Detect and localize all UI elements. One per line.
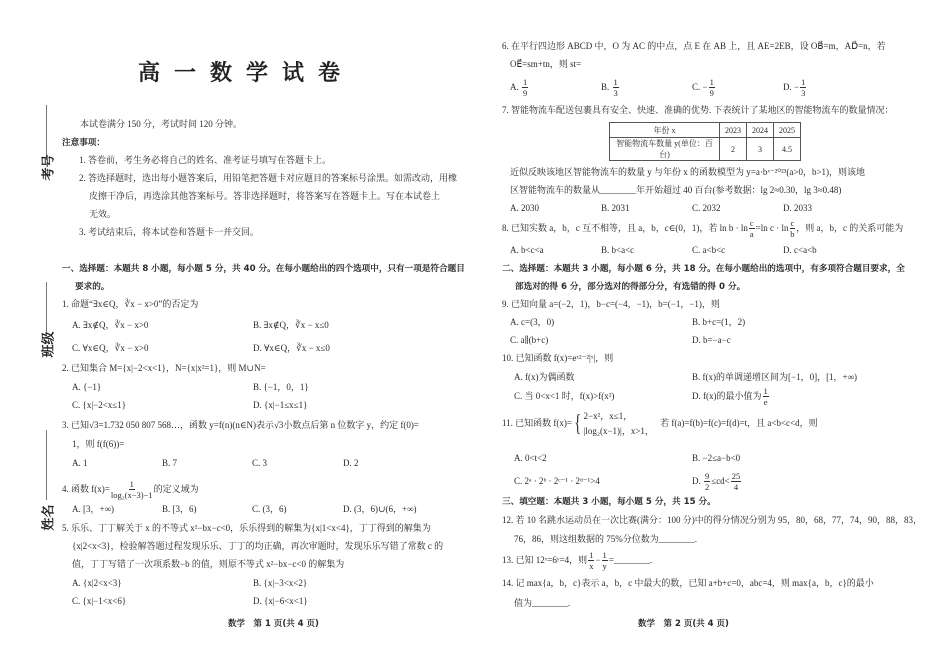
option: A. 2030 [510,203,539,213]
numerator: 1 [589,550,594,561]
option-text: ≤cd< [711,476,730,486]
option-label: B. [601,82,610,92]
question-6: 6. 在平行四边形 ABCD 中，O 为 AC 的中点，点 E 在 AB 上，且 AE=2EB，设 OB⃗=m，AD⃗=n，若 [502,41,886,51]
denominator: 3 [801,88,806,99]
question-9: 9. 已知向量 a=(−2，1)，b−c=(−4，−1)，b=(−1，−1)，则 [502,299,720,309]
question-14-cont: 值为________. [514,598,571,608]
option: A. {−1} [72,382,102,392]
table-cell: 2024 [747,123,774,138]
fraction [588,550,594,571]
option: D. b=−a−c [692,335,731,345]
page-footer: 数学 第 1 页(共 4 页) [228,619,319,629]
option: B. 2031 [601,203,630,213]
minus: − [595,555,601,565]
numerator: 1 [801,77,806,88]
xingming-line [46,430,47,500]
page-footer: 数学 第 2 页(共 4 页) [638,619,729,629]
denominator: e [763,397,768,408]
table-cell: 2025 [774,123,801,138]
option: A. c=(3，0) [510,317,555,327]
option: B. −2≤a−b<0 [692,453,741,463]
option: A. [3，+∞) [72,504,114,514]
question-11 [502,407,818,439]
numerator: 1 [129,479,134,490]
fraction [800,77,806,98]
notice-item: 无效。 [89,209,117,219]
denominator: 4 [733,482,739,493]
table-cell: 4.5 [774,138,801,161]
section-heading: 三、填空题：本题共 3 小题，每小题 5 分，共 15 分。 [502,497,716,507]
piece: |log₂(x−1)|，x>1， [583,425,654,436]
section-heading: 要求的。 [75,282,110,292]
label-kaohao: 考号 [41,154,57,181]
option: B. ∃x∉Q，∛x − x≤0 [253,320,329,330]
option: B. b+c=(1，2) [692,317,746,327]
section-heading: 部选对的得 6 分，部分选对的得部分分，有选错的得 0 分。 [515,282,746,292]
question-10: 10. 已知函数 f(x)=eˣ²⁻²|ˣ|，则 [502,353,614,363]
section-heading: 二、选择题：本题共 3 小题，每小题 6 分，共 18 分。在每小题给出的选项中，有多项符合题目要求，全 [502,264,905,274]
option: C. 2032 [692,203,721,213]
q4-pre: 4. 函数 f(x)= [62,484,110,494]
table-row [610,123,801,138]
denominator: x [589,561,594,572]
section-heading: 一、选择题：本题共 8 小题，每小题 5 分，共 40 分。在每小题给出的四个选项中，只有一项是符合题目 [62,264,465,274]
kaohao-line [46,105,47,160]
q11-pre: 11. 已知函数 f(x)= [502,418,572,428]
option: D. (3，6)∪(6，+∞) [343,504,417,514]
question-5: 5. 乐乐、丁丁解关于 x 的不等式 x²−bx−c<0，乐乐得到的解集为{x|1<x<4}，丁丁得到的解集为 [62,523,431,533]
label-xingming: 姓名 [41,504,57,531]
option: A. ∃x∉Q，∛x − x>0 [72,320,149,330]
question-3-cont: 1，则 f(f(6))= [72,439,125,449]
option-label: C. [692,82,701,92]
option: C. 3 [252,458,268,468]
denominator: a [749,229,754,240]
option: A. b<c<a [510,245,544,255]
fraction [613,77,619,98]
piece: 2−x²，x≤1， [583,410,633,421]
question-13 [502,549,652,571]
option: A. 0<t<2 [514,453,547,463]
option: C. (3，6) [252,504,287,514]
question-3: 3. 已知√3=1.732 050 807 568…，函数 y=f(n)(n∈N)表示√3小数点后第 n 位数字 y，约定 f(0)= [62,420,419,430]
option: B. {−1，0，1} [253,382,309,392]
option: B. 7 [162,458,178,468]
option: D. ∀x∈Q，∛x − x≤0 [253,343,330,353]
option: A. 1 [72,458,88,468]
numerator: 25 [731,471,741,482]
table-cell: 2 [720,138,747,161]
sign: − [794,82,800,92]
numerator: 1 [763,386,768,397]
q13-pre: 13. 已知 12ˣ=6ʸ=4，则 [502,555,588,565]
denominator: 9 [709,88,714,99]
q8-mid: =ln c · ln [755,223,789,233]
question-7: 7. 智能物流车配送包裹具有安全、快速、准确的优势. 下表统计了某地区的智能物流车的数量情况： [502,105,894,115]
numerator: 9 [705,471,710,482]
question-4 [62,478,199,500]
numerator: c [749,218,754,229]
fraction [522,77,528,98]
brace: { [574,410,582,437]
label-banji: 班级 [41,331,57,358]
option: C. a<b<c [692,245,726,255]
table-cell: 智能物流车数量 y(单位：百台) [610,138,720,161]
denominator: b [790,229,795,240]
q8-pre: 8. 已知实数 a，b，c 互不相等，且 a，b，c∈(0，1)，若 ln b · ln [502,223,748,233]
fraction [704,471,710,492]
notice-item: 2. 答选择题时，选出每小题答案后，用铅笔把答题卡对应题目的答案标号涂黑。如需改动，用橡 [79,173,458,183]
option: B. {x|−3<x<2} [253,578,308,588]
numerator: 1 [602,550,607,561]
fraction [709,77,715,98]
q13-post: =________. [608,555,653,565]
question-1: 1. 命题“∃x∈Q，∛x − x>0”的否定为 [62,299,199,309]
table-cell: 2023 [720,123,747,138]
question-5-cont: 值，丁丁写错了一次项系数−b 的值，则原不等式 x²−bx−c<0 的解集为 [72,559,345,569]
piecewise [584,409,654,439]
option-text: D. f(x)的最小值为 [692,391,762,401]
denominator: 2 [705,482,710,493]
question-7-cont: 近似反映该地区智能物流车的数量 y 与年份 x 的函数模型为 y=a·bˣ⁻²⁰²³(a>0，b>1)，则该地 [510,167,866,177]
notice-item: 3. 考试结束后，将本试卷和答题卡一并交回。 [79,227,260,237]
fraction [790,218,796,239]
notice-item: 皮擦干净后，再选涂其他答案标号。答非选择题时，将答案写在答题卡上。写在本试卷上 [89,191,441,201]
question-12: 12. 若 10 名跳水运动员在一次比赛(满分：100 分)中的得分情况分别为 95，80，68，77，74，90，88，83， [502,515,922,525]
data-table [609,122,801,161]
fraction [749,218,755,239]
option [692,470,742,492]
option: B. b<a<c [601,245,635,255]
banji-line [46,282,47,332]
q8-post: ，则 a，b，c 的关系可能为 [796,223,904,233]
table-row [610,138,801,161]
option: D. {x|−6<x<1} [253,596,308,606]
option: D. c<a<b [783,245,817,255]
q4-post: 的定义域为 [153,484,199,494]
option: C. a∥(b+c) [510,335,549,345]
option: D. 2 [343,458,359,468]
question-5-cont: {x|2<x<3}，检验解答题过程发现乐乐、丁丁的均正确，再次审题时，发现乐乐写错了常数 c 的 [72,541,444,551]
numerator: 1 [523,77,528,88]
option [510,76,529,98]
option: C. 当 0<x<1 时，f(x)>f(x²) [514,391,615,401]
denominator: log₂(x−3)−1 [110,490,153,501]
option: D. 2033 [783,203,812,213]
question-14: 14. 记 max{a，b，c}表示 a，b，c 中最大的数，已知 a+b+c=0，abc=4，则 max{a，b，c}的最小 [502,578,874,588]
option: C. 2ᵃ · 2ᵇ · 2ᶜ⁻¹ · 2ᵈ⁻¹>4 [514,476,600,486]
numerator: 1 [709,77,714,88]
denominator: 3 [613,88,618,99]
q11-post: 若 f(a)=f(b)=f(c)=f(d)=t，且 a<b<c<d，则 [660,418,818,428]
option: C. {x|−2<x≤1} [72,400,127,410]
question-7-cont: 区智能物流车的数量从________年开始超过 40 百台(参考数据：lg 2≈0.30，lg 3≈0.48) [510,185,842,195]
option [692,386,770,407]
option [783,76,807,98]
option [601,76,620,98]
denominator: 9 [523,88,528,99]
option-label: D. [783,82,792,92]
table-cell: 年份 x [610,123,720,138]
question-2: 2. 已知集合 M={x|−2<x<1}，N={x|x²=1}，则 M∪N= [62,363,266,373]
denominator: y [602,561,607,572]
option [692,76,716,98]
option: C. ∀x∈Q，∛x − x>0 [72,343,149,353]
fraction [731,471,742,492]
option: C. {x|−1<x<6} [72,596,127,606]
sign: − [702,82,708,92]
option: B. f(x)的单调递增区间为[−1，0]，[1，+∞) [692,372,858,382]
question-8 [502,218,903,239]
numerator: 1 [613,77,618,88]
notice-title: 注意事项： [62,138,105,148]
notice-item: 1. 答卷前，考生务必将自己的姓名、准考证号填写在答题卡上。 [79,155,332,165]
table-cell: 3 [747,138,774,161]
page-title: 高一数学试卷 [138,60,355,86]
fraction [763,386,769,407]
intro: 本试卷满分 150 分，考试时间 120 分钟。 [80,119,243,129]
question-6-cont: OE⃗=sm+tn，则 st= [510,59,582,69]
option: A. f(x)为偶函数 [514,372,575,382]
option: A. {x|2<x<3} [72,578,122,588]
option-label: D. [692,476,701,486]
numerator: c [790,218,795,229]
option: D. {x|−1≤x≤1} [253,400,308,410]
option: B. [3，6) [162,504,197,514]
question-12-cont: 76，86，则这组数据的 75%分位数为________. [514,534,697,544]
fraction [602,550,608,571]
fraction [111,479,153,500]
option-label: A. [510,82,519,92]
